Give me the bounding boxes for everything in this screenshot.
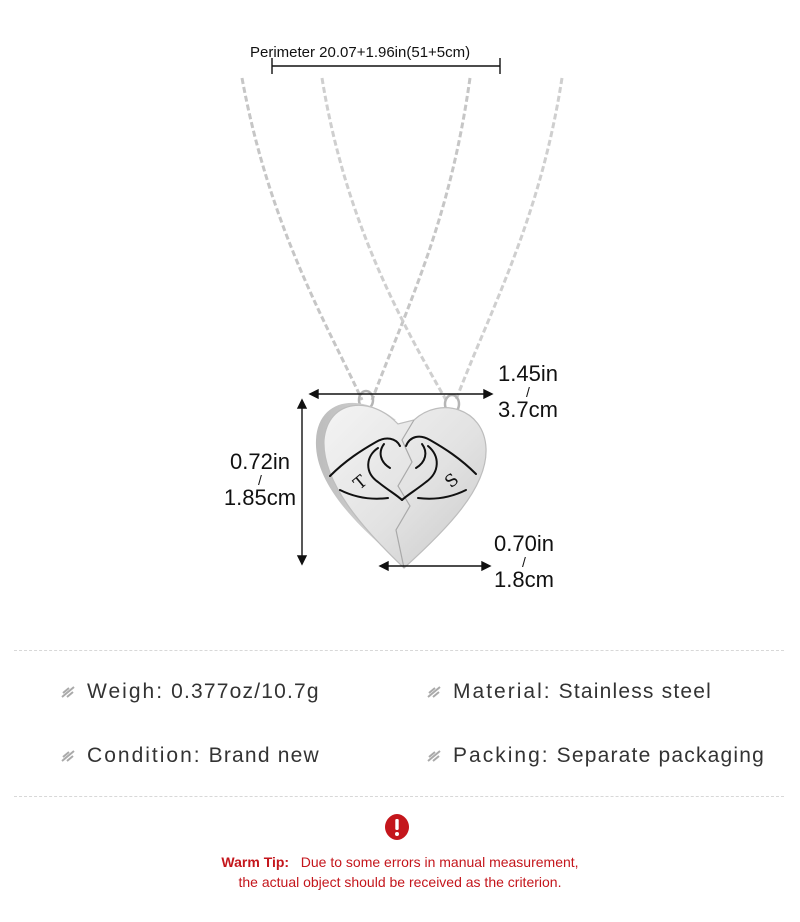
warm-tip-text2: the actual object should be received as the criterion. <box>238 874 562 890</box>
chain-right-necklace <box>322 78 562 400</box>
height-slash: / <box>258 472 262 488</box>
width-label <box>480 362 576 422</box>
leaf-bullet-icon <box>60 686 76 698</box>
half-width-label <box>476 532 572 592</box>
packing-value: Separate packaging <box>556 744 766 767</box>
warm-tip-line1 <box>0 852 800 872</box>
warm-tip <box>0 852 800 892</box>
chain-left-necklace <box>242 78 470 400</box>
leaf-bullet-icon <box>60 750 76 762</box>
width-in: 1.45in <box>498 361 558 386</box>
weight-label: Weigh: <box>87 680 165 703</box>
packing-label: Packing: <box>453 744 550 767</box>
warm-tip-text1: Due to some errors in manual measurement, <box>300 854 579 870</box>
half-in: 0.70in <box>494 531 554 556</box>
width-slash: / <box>526 384 530 400</box>
warning-icon <box>383 812 411 842</box>
weight-value: 0.377oz/10.7g <box>171 680 320 703</box>
condition-value: Brand new <box>208 744 320 767</box>
spec-weight <box>60 680 320 704</box>
spec-material <box>426 680 712 704</box>
leaf-bullet-icon <box>426 686 442 698</box>
material-label: Material: <box>453 680 552 703</box>
spec-packing <box>426 744 765 768</box>
divider-bottom <box>14 796 784 797</box>
width-cm: 3.7cm <box>498 397 558 422</box>
pendant-letter-left: T <box>349 471 372 495</box>
condition-label: Condition: <box>87 744 202 767</box>
warm-tip-label: Warm Tip: <box>221 854 290 870</box>
material-value: Stainless steel <box>558 680 713 703</box>
heart-pendant <box>316 403 486 568</box>
leaf-bullet-icon <box>426 750 442 762</box>
spec-condition <box>60 744 320 768</box>
height-in: 0.72in <box>230 449 290 474</box>
height-label <box>212 450 308 510</box>
divider-top <box>14 650 784 651</box>
half-cm: 1.8cm <box>494 567 554 592</box>
height-cm: 1.85cm <box>223 485 297 510</box>
pendant-letter-right: S <box>441 469 463 493</box>
half-slash: / <box>522 554 526 570</box>
perimeter-label: Perimeter 20.07+1.96in(51+5cm) <box>250 44 471 61</box>
